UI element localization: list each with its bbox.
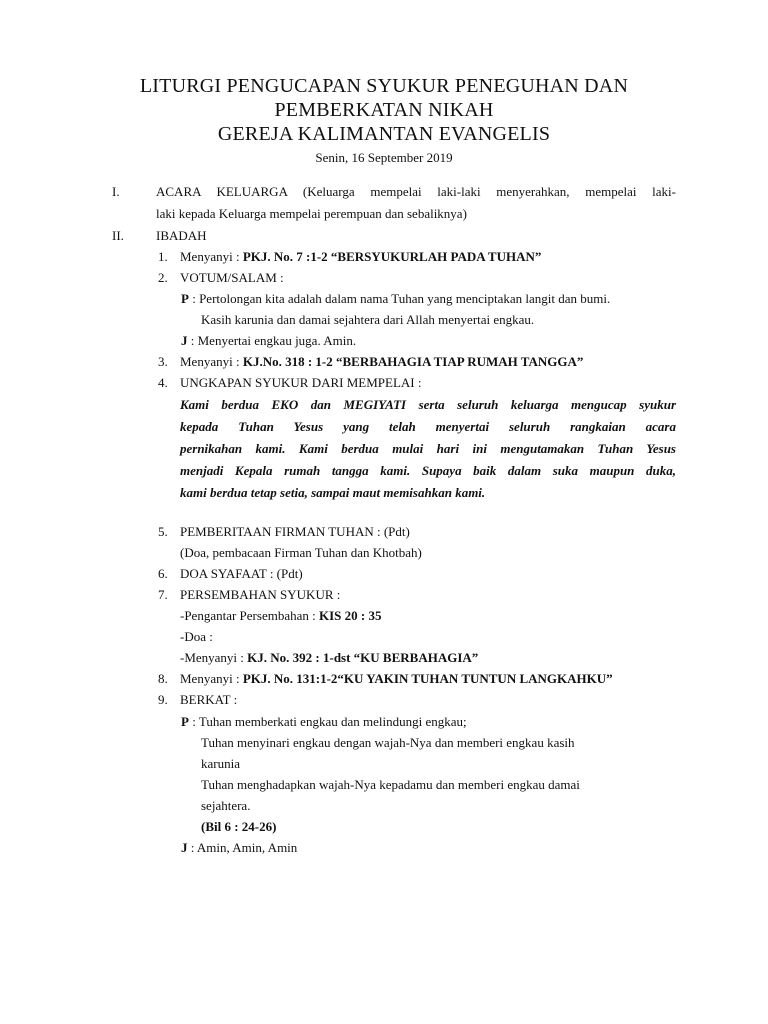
title-line-1: LITURGI PENGUCAPAN SYUKUR PENEGUHAN DAN [139, 75, 629, 97]
item-7-sub-1-ref: KIS 20 : 35 [318, 608, 382, 623]
item-7-sub-1 [180, 608, 381, 624]
item-1-prefix: Menyanyi : [180, 249, 243, 264]
item-2-number: 2. [158, 270, 168, 285]
item-7-heading: PERSEMBAHAN SYUKUR : [180, 587, 341, 602]
item-9-j-label: J [181, 840, 188, 855]
item-4-heading: UNGKAPAN SYUKUR DARI MEMPELAI : [180, 375, 422, 390]
title-line-3: GEREJA KALIMANTAN EVANGELIS [217, 123, 551, 145]
section-2-heading: IBADAH [156, 228, 207, 243]
item-3-prefix: Menyanyi : [180, 354, 243, 369]
item-9-p-line-3: karunia [201, 756, 240, 771]
item-5-sub: (Doa, pembacaan Firman Tuhan dan Khotbah) [180, 545, 422, 560]
item-9-p-line-1 [181, 714, 467, 730]
item-7-sub-3-song: KJ. No. 392 : 1-dst “KU BERBAHAGIA” [247, 650, 479, 665]
item-6-heading: DOA SYAFAAT : (Pdt) [180, 566, 303, 581]
item-7-sub-3-prefix: -Menyanyi : [180, 650, 248, 665]
item-1-number: 1. [158, 249, 168, 264]
item-4-thanks-line-3: pernikahan kami. Kami berdua mulai hari ini mengutamakan Tuhan Yesus [180, 441, 676, 456]
item-4-thanks-line-2: kepada Tuhan Yesus yang telah menyertai seluruh rangkaian acara [180, 419, 676, 434]
item-8-number: 8. [158, 671, 168, 686]
item-7-number: 7. [158, 587, 168, 602]
item-1-line [180, 249, 541, 265]
item-2-j-text: : Menyertai engkau juga. Amin. [187, 333, 357, 348]
item-7-sub-2: -Doa : [180, 629, 213, 644]
item-2-p-label: P [181, 291, 189, 306]
item-7-sub-3 [180, 650, 478, 666]
item-9-p-text: : Tuhan memberkati engkau dan melindungi engkau; [188, 714, 467, 729]
item-9-p-line-5: sejahtera. [201, 798, 251, 813]
item-2-j-label: J [181, 333, 188, 348]
section-2-numeral: II. [112, 228, 124, 243]
item-2-heading: VOTUM/SALAM : [180, 270, 284, 285]
item-9-number: 9. [158, 692, 168, 707]
item-5-heading: PEMBERITAAN FIRMAN TUHAN : (Pdt) [180, 524, 410, 539]
item-4-number: 4. [158, 375, 168, 390]
section-1-numeral: I. [112, 184, 120, 199]
item-9-p-line-2: Tuhan menyinari engkau dengan wajah-Nya dan memberi engkau kasih [201, 735, 575, 750]
item-9-j-text: : Amin, Amin, Amin [187, 840, 298, 855]
item-9-heading: BERKAT : [180, 692, 238, 707]
document-date: Senin, 16 September 2019 [315, 150, 453, 165]
item-4-thanks-line-4: menjadi Kepala rumah tangga kami. Supaya baik dalam suka maupun duka, [180, 463, 676, 478]
title-line-2: PEMBERKATAN NIKAH [274, 99, 494, 121]
item-2-p-line-2: Kasih karunia dan damai sejahtera dari Allah menyertai engkau. [201, 312, 535, 327]
item-2-p-text: : Pertolongan kita adalah dalam nama Tuhan yang menciptakan langit dan bumi. [188, 291, 611, 306]
item-5-number: 5. [158, 524, 168, 539]
item-7-sub-1-prefix: -Pengantar Persembahan : [180, 608, 319, 623]
section-1-line-1: ACARA KELUARGA (Keluarga mempelai laki-laki menyerahkan, mempelai laki- [156, 184, 676, 199]
item-9-p-line-4: Tuhan menghadapkan wajah-Nya kepadamu dan memberi engkau damai [201, 777, 580, 792]
item-6-number: 6. [158, 566, 168, 581]
item-9-bible-ref: (Bil 6 : 24-26) [201, 819, 277, 834]
section-1-line-2: laki kepada Keluarga mempelai perempuan dan sebaliknya) [156, 206, 467, 221]
item-3-number: 3. [158, 354, 168, 369]
item-2-p-line-1 [181, 291, 610, 307]
item-4-thanks-line-5: kami berdua tetap setia, sampai maut memisahkan kami. [180, 485, 486, 500]
item-9-j-line [181, 840, 297, 856]
item-8-line [180, 671, 613, 687]
item-8-prefix: Menyanyi : [180, 671, 243, 686]
item-3-line [180, 354, 583, 370]
item-2-j-line [181, 333, 356, 349]
item-3-song: KJ.No. 318 : 1-2 “BERBAHAGIA TIAP RUMAH TANGGA” [242, 354, 584, 369]
item-4-thanks-line-1: Kami berdua EKO dan MEGIYATI serta seluruh keluarga mengucap syukur [180, 397, 676, 412]
item-8-song: PKJ. No. 131:1-2“KU YAKIN TUHAN TUNTUN LANGKAHKU” [242, 671, 613, 686]
item-9-p-label: P [181, 714, 189, 729]
item-1-song: PKJ. No. 7 :1-2 “BERSYUKURLAH PADA TUHAN” [242, 249, 542, 264]
